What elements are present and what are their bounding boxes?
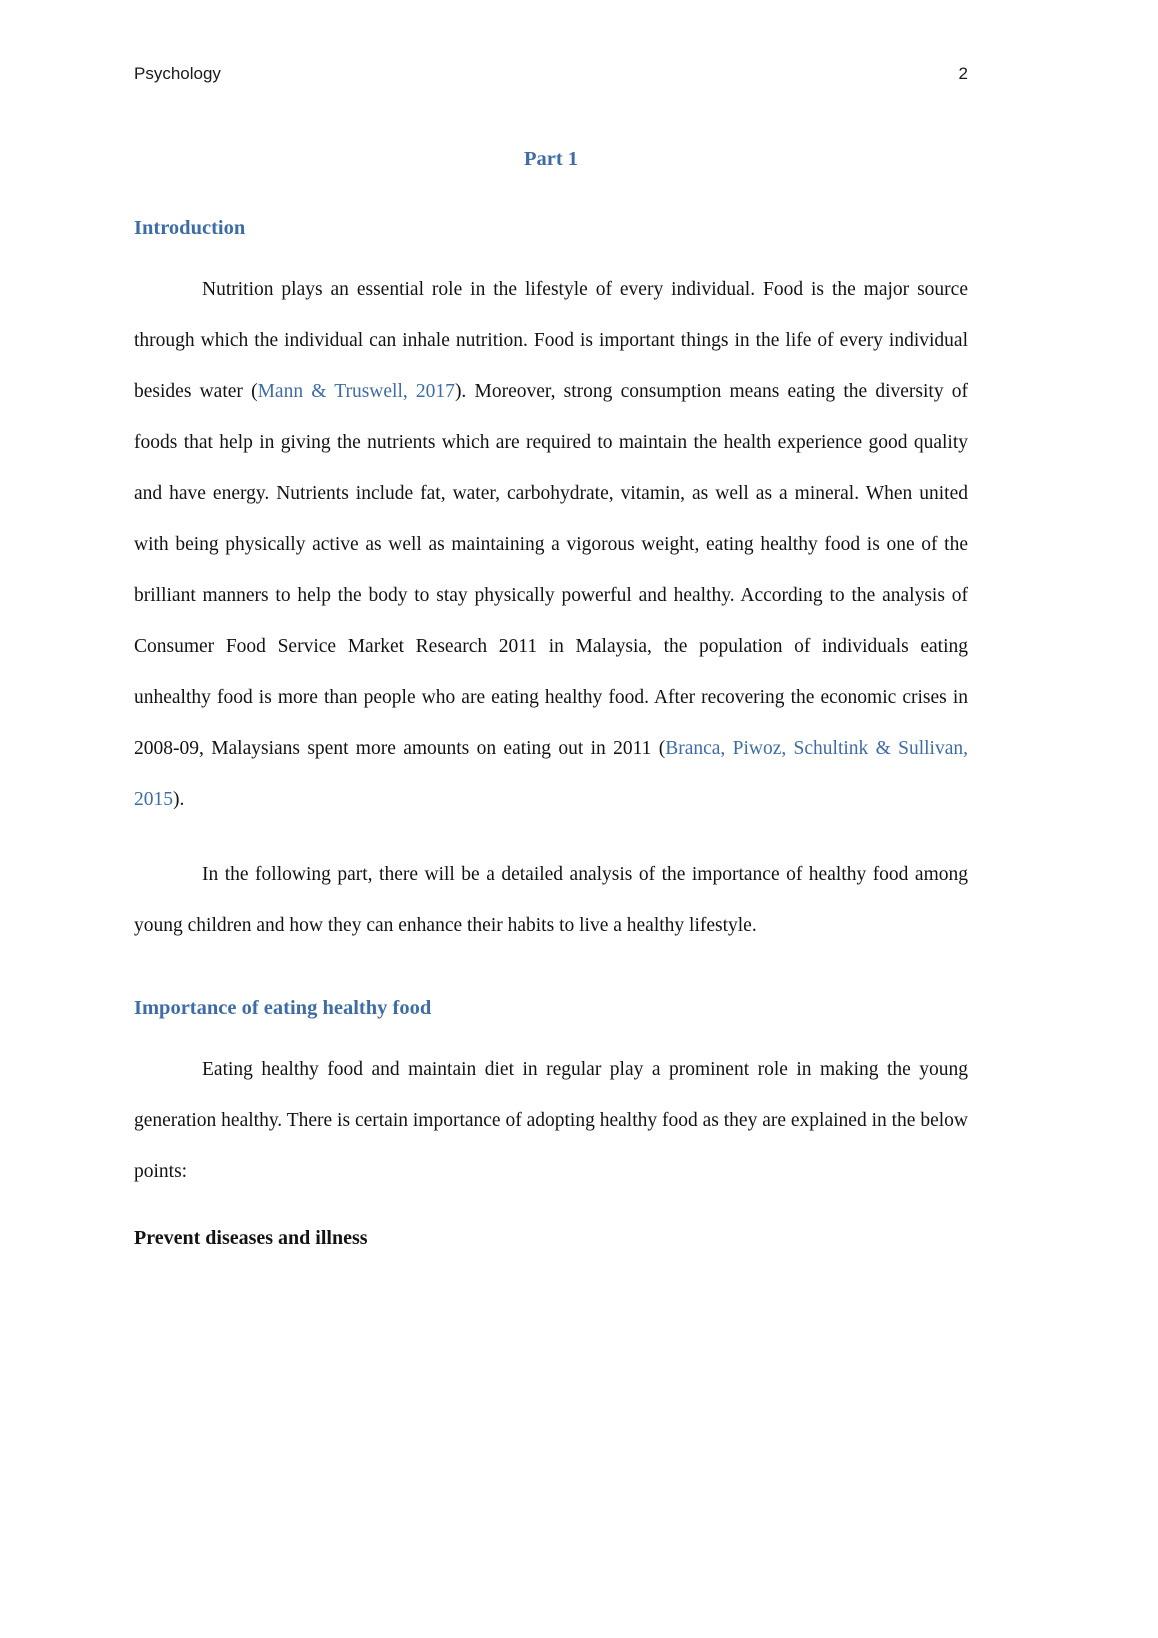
introduction-paragraph-1: Nutrition plays an essential role in the lifestyle of every individual. Food is the major source through which the individual can inhale nutrition. Food is important things in the life of every individual besides water (Mann & Truswell, 2017). Moreover, strong consumption means eating the diversity of foods that help in giving the nutrients which are required to maintain the health experience good quality and have energy. Nutrients include fat, water, carbohydrate, vitamin, as well as a mineral. When united with being physically active as well as maintaining a vigorous weight, eating healthy food is one of the brilliant manners to help the body to stay physically powerful and healthy. According to the analysis of Consumer Food Service Market Research 2011 in Malaysia, the population of individuals eating unhealthy food is more than people who are eating healthy food. After recovering the economic crises in 2008-09, Malaysians spent more amounts on eating out in 2011 (Branca, Piwoz, Schultink & Sullivan, 2015). <box>134 279 968 810</box>
prevent-diseases-heading: Prevent diseases and illness <box>134 1227 368 1249</box>
importance-heading: Importance of eating healthy food <box>134 997 432 1019</box>
page-header <box>134 64 968 84</box>
importance-paragraph-1: Eating healthy food and maintain diet in regular play a prominent role in making the young generation healthy. There is certain importance of adopting healthy food as they are explained in the below points: <box>134 1059 968 1182</box>
citation-text: Branca, Piwoz, Schultink & Sullivan, 2015 <box>134 738 968 810</box>
running-head-title: Psychology <box>134 64 221 83</box>
page-number: 2 <box>958 64 968 83</box>
introduction-paragraph-2: In the following part, there will be a detailed analysis of the importance of healthy food among young children and how they can enhance their habits to live a healthy lifestyle. <box>134 864 968 936</box>
introduction-heading: Introduction <box>134 217 246 239</box>
part-heading: Part 1 <box>523 148 579 170</box>
citation-text: Mann & Truswell, 2017 <box>257 381 455 402</box>
